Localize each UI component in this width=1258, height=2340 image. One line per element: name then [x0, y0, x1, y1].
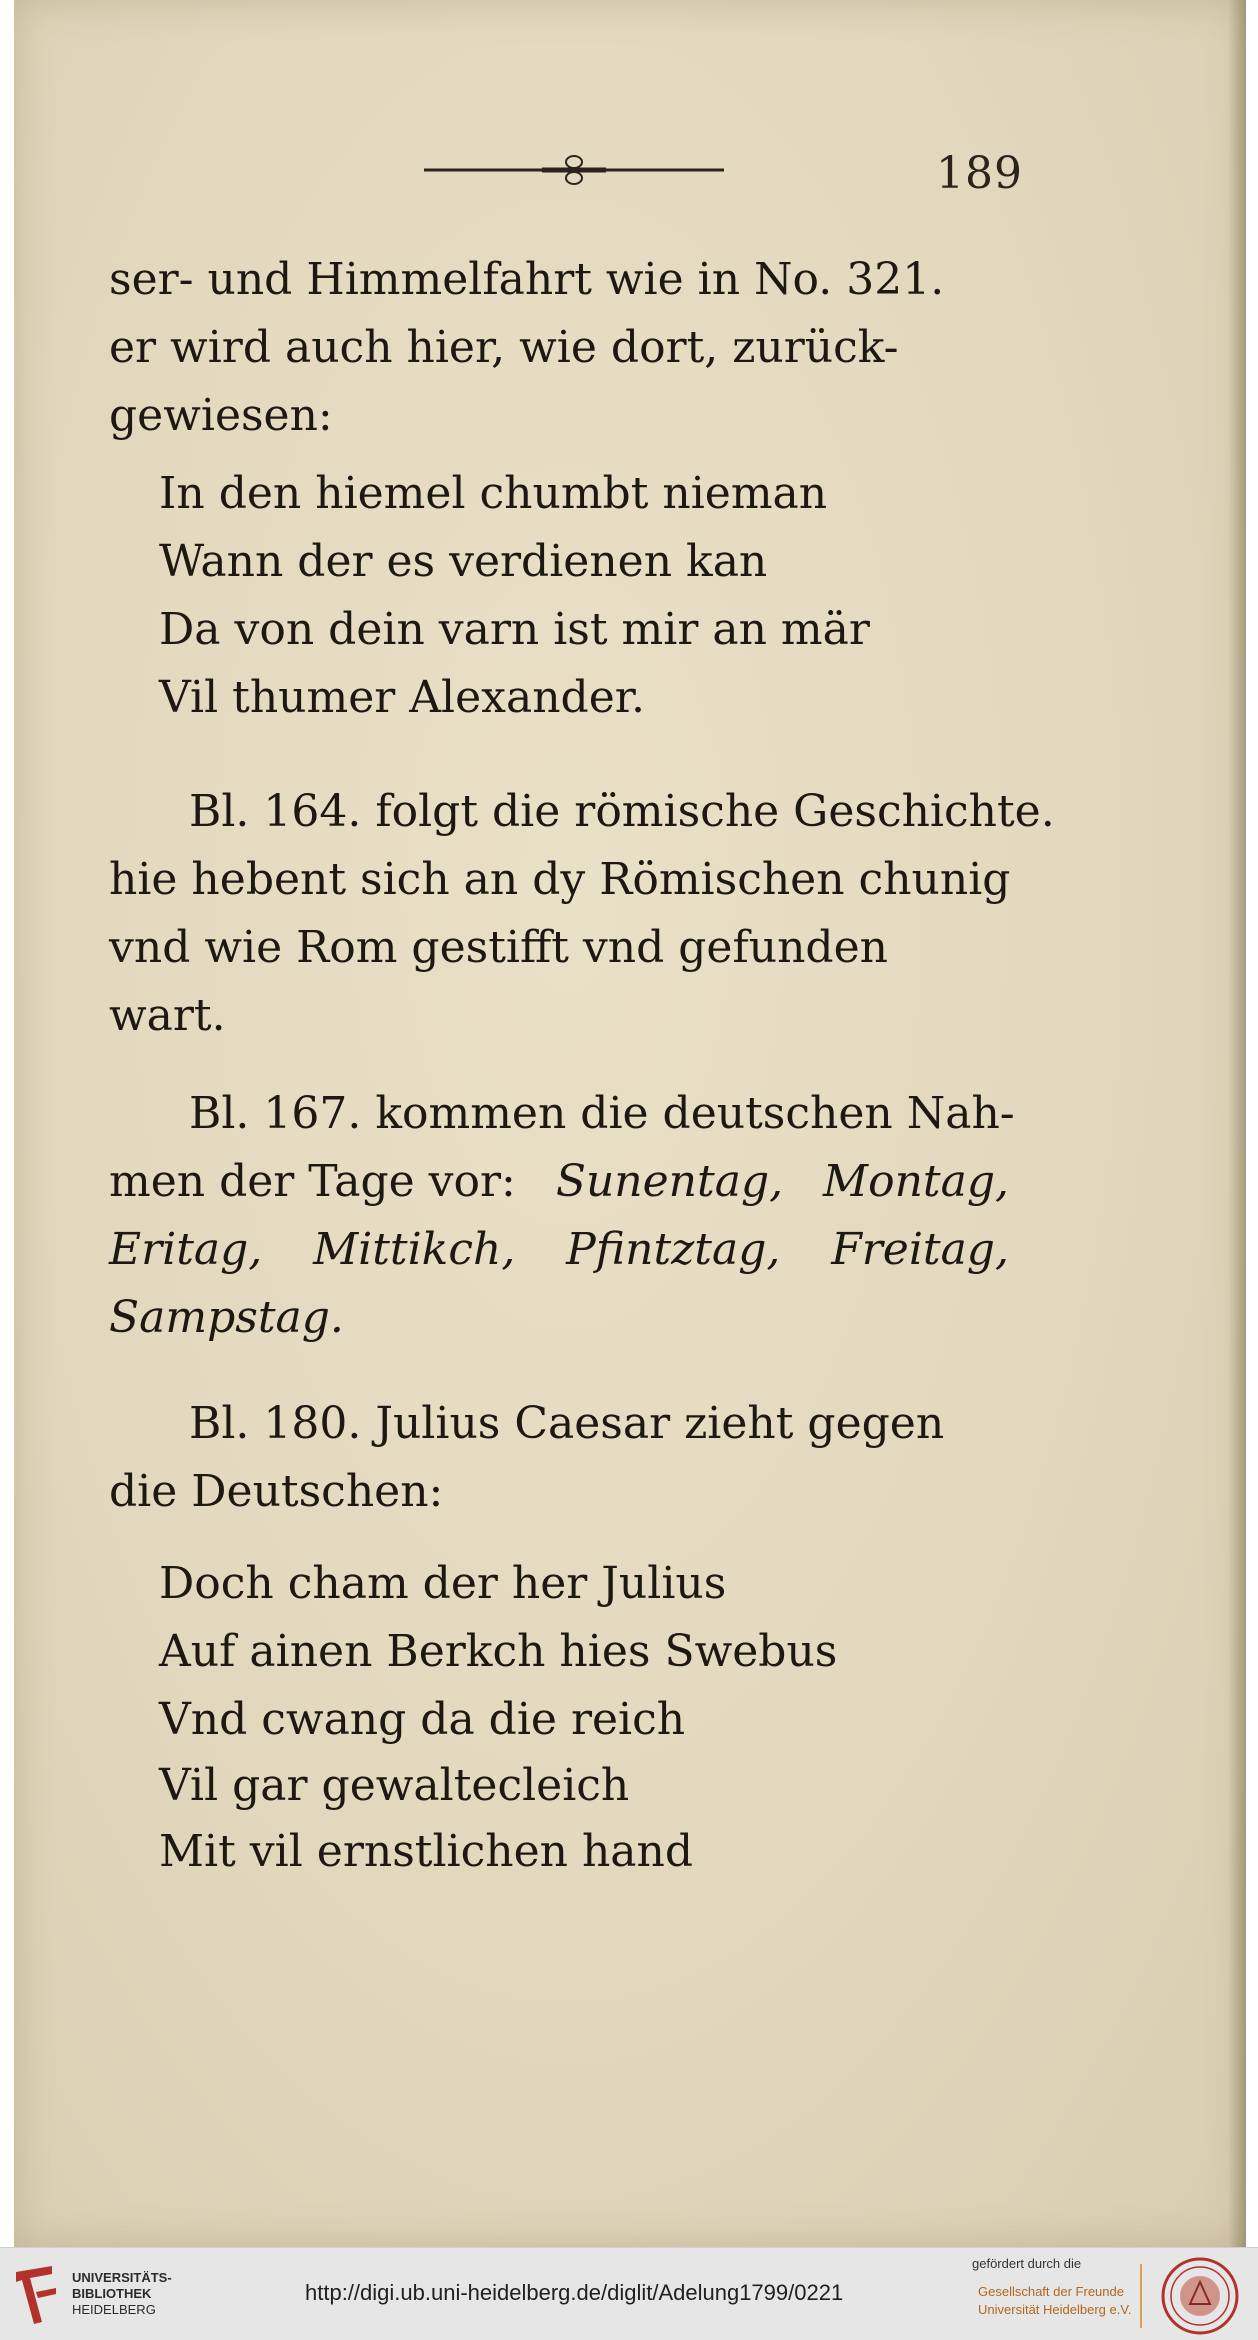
- text-line: Bl. 180. Julius Caesar zieht gegen: [189, 1398, 945, 1449]
- day-name: Pfintztag,: [566, 1224, 781, 1275]
- day-name: Sunentag,: [555, 1156, 784, 1207]
- day-name: Sampstag.: [109, 1292, 344, 1343]
- page-number: 189: [936, 148, 1023, 199]
- verse-line: Da von dein varn ist mir an mär: [159, 604, 870, 655]
- verse-line: Wann der es verdienen kan: [159, 536, 768, 587]
- sponsor-name-line: Gesellschaft der Freunde: [978, 2284, 1124, 2299]
- text-line: Bl. 167. kommen die deutschen Nah-: [189, 1088, 1015, 1139]
- text-line: [109, 1156, 1009, 1207]
- ornament-divider-icon: [424, 150, 724, 190]
- text-line: er wird auch hier, wie dort, zurück-: [109, 322, 899, 373]
- verse-line: Doch cham der her Julius: [159, 1558, 727, 1609]
- sponsor-name-line: Universität Heidelberg e.V.: [978, 2302, 1132, 2317]
- day-name: Freitag,: [831, 1224, 1009, 1275]
- day-name: Mittikch,: [313, 1224, 516, 1275]
- verse-line: Auf ainen Berkch hies Swebus: [159, 1626, 838, 1677]
- sponsor-name: [978, 2283, 1131, 2319]
- text-line: die Deutschen:: [109, 1466, 444, 1517]
- text-line: hie hebent sich an dy Römischen chunig: [109, 854, 1011, 905]
- library-logo-icon: [12, 2262, 60, 2328]
- viewer-footer: [0, 2247, 1258, 2340]
- verse-line: Vnd cwang da die reich: [159, 1694, 686, 1745]
- day-name: Eritag,: [109, 1224, 263, 1275]
- text-fragment: men der Tage vor:: [109, 1156, 516, 1207]
- library-name-line: BIBLIOTHEK: [72, 2286, 152, 2301]
- university-seal-icon: [1160, 2256, 1240, 2336]
- text-line: wart.: [109, 990, 226, 1041]
- permalink-url[interactable]: http://digi.ub.uni-heidelberg.de/diglit/Adelung1799/0221: [305, 2280, 844, 2305]
- verse-line: Vil thumer Alexander.: [159, 672, 645, 723]
- verse-line: Mit vil ernstlichen hand: [159, 1826, 694, 1877]
- sponsor-label: gefördert durch die: [972, 2256, 1082, 2271]
- text-line: ser- und Himmelfahrt wie in No. 321.: [109, 254, 945, 305]
- text-line: [109, 1224, 1009, 1275]
- library-name-line: HEIDELBERG: [72, 2302, 156, 2317]
- page-edge-shadow: [1228, 0, 1246, 2247]
- footer-divider: [1140, 2264, 1142, 2328]
- verse-line: In den hiemel chumbt nieman: [159, 468, 828, 519]
- day-name: Montag,: [823, 1156, 1009, 1207]
- book-page: [14, 0, 1246, 2247]
- text-line: vnd wie Rom gestifft vnd gefunden: [109, 922, 888, 973]
- library-name: [72, 2270, 172, 2318]
- library-name-line: UNIVERSITÄTS-: [72, 2270, 172, 2285]
- text-line: gewiesen:: [109, 390, 333, 441]
- text-line: Bl. 164. folgt die römische Geschichte.: [189, 786, 1055, 837]
- verse-line: Vil gar gewaltecleich: [159, 1760, 630, 1811]
